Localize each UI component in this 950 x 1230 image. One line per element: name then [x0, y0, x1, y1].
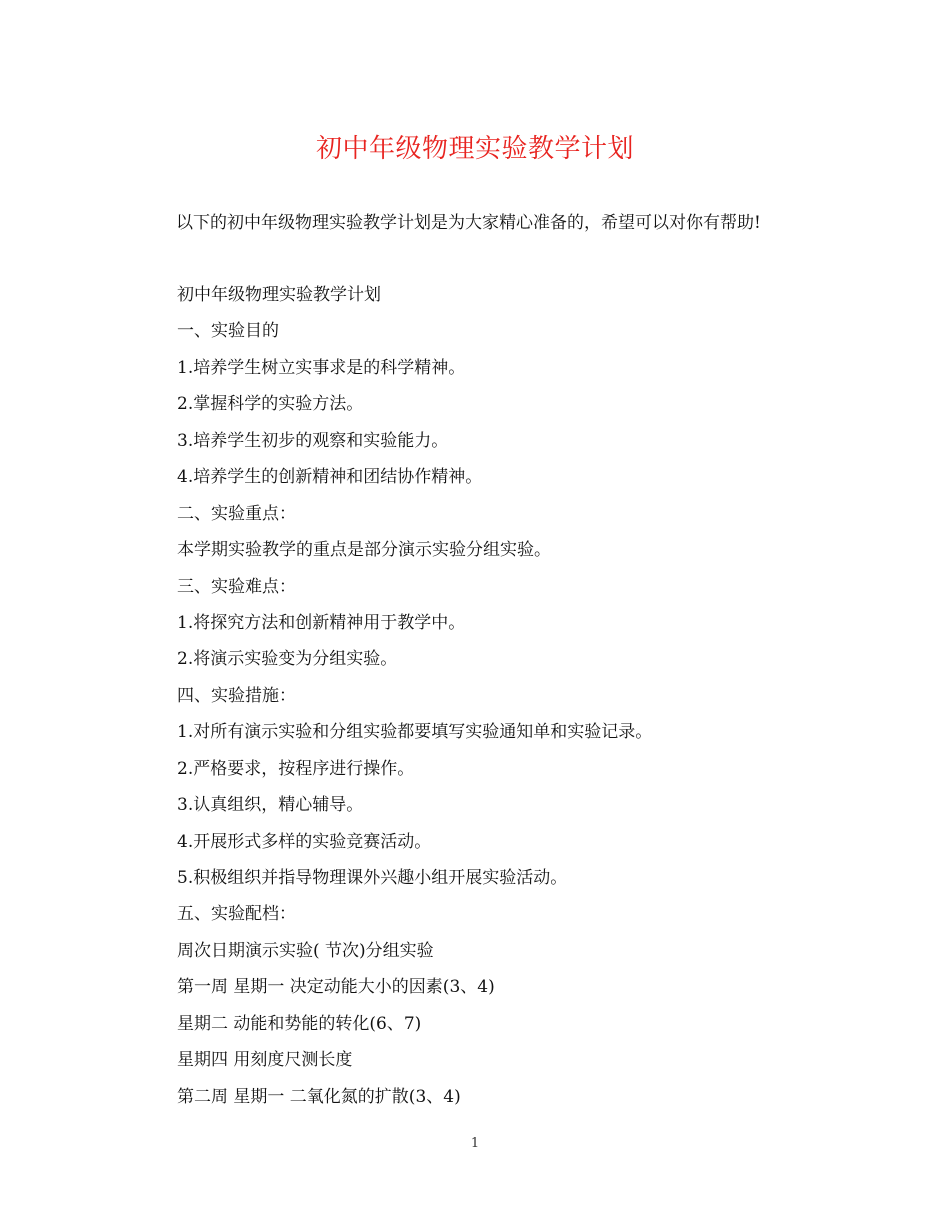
- section-heading: 一、实验目的: [177, 321, 279, 342]
- section-heading: 五、实验配档：: [177, 904, 296, 925]
- document-title: 初中年级物理实验教学计划: [315, 134, 634, 164]
- schedule-header: 周次日期演示实验( 节次)分组实验: [177, 940, 434, 961]
- schedule-row: 第一周 星期一 决定动能大小的因素(3、4): [177, 977, 495, 998]
- schedule-row: 第二周 星期一 二氧化氮的扩散(3、4): [177, 1086, 461, 1107]
- body-line: 本学期实验教学的重点是部分演示实验分组实验。: [177, 540, 551, 561]
- section-heading: 二、实验重点：: [177, 503, 296, 524]
- body-line: 3.认真组织，精心辅导。: [177, 795, 364, 816]
- page-number: 1: [470, 1136, 480, 1151]
- schedule-row: 星期四 用刻度尺测长度: [177, 1050, 353, 1071]
- body-line: 2.将演示实验变为分组实验。: [177, 649, 398, 670]
- body-line: 2.掌握科学的实验方法。: [177, 394, 364, 415]
- body-line: 1.培养学生树立实事求是的科学精神。: [177, 357, 466, 378]
- body-line: 3.培养学生初步的观察和实验能力。: [177, 430, 449, 451]
- body-line: 1.对所有演示实验和分组实验都要填写实验通知单和实验记录。: [177, 722, 653, 743]
- intro-paragraph: 以下的初中年级物理实验教学计划是为大家精心准备的，希望可以对你有帮助!: [176, 213, 761, 233]
- body-lines: [177, 277, 817, 1115]
- section-heading: 三、实验难点：: [177, 576, 296, 597]
- body-line: 初中年级物理实验教学计划: [177, 285, 381, 305]
- body-line: 4.开展形式多样的实验竞赛活动。: [177, 831, 432, 852]
- body-line: 5.积极组织并指导物理课外兴趣小组开展实验活动。: [177, 868, 568, 888]
- body-line: 4.培养学生的创新精神和团结协作精神。: [177, 467, 483, 488]
- schedule-row: 星期二 动能和势能的转化(6、7): [177, 1013, 422, 1034]
- section-heading: 四、实验措施：: [177, 685, 296, 706]
- body-line: 2.严格要求，按程序进行操作。: [177, 758, 415, 779]
- body-line: 1.将探究方法和创新精神用于教学中。: [177, 612, 466, 633]
